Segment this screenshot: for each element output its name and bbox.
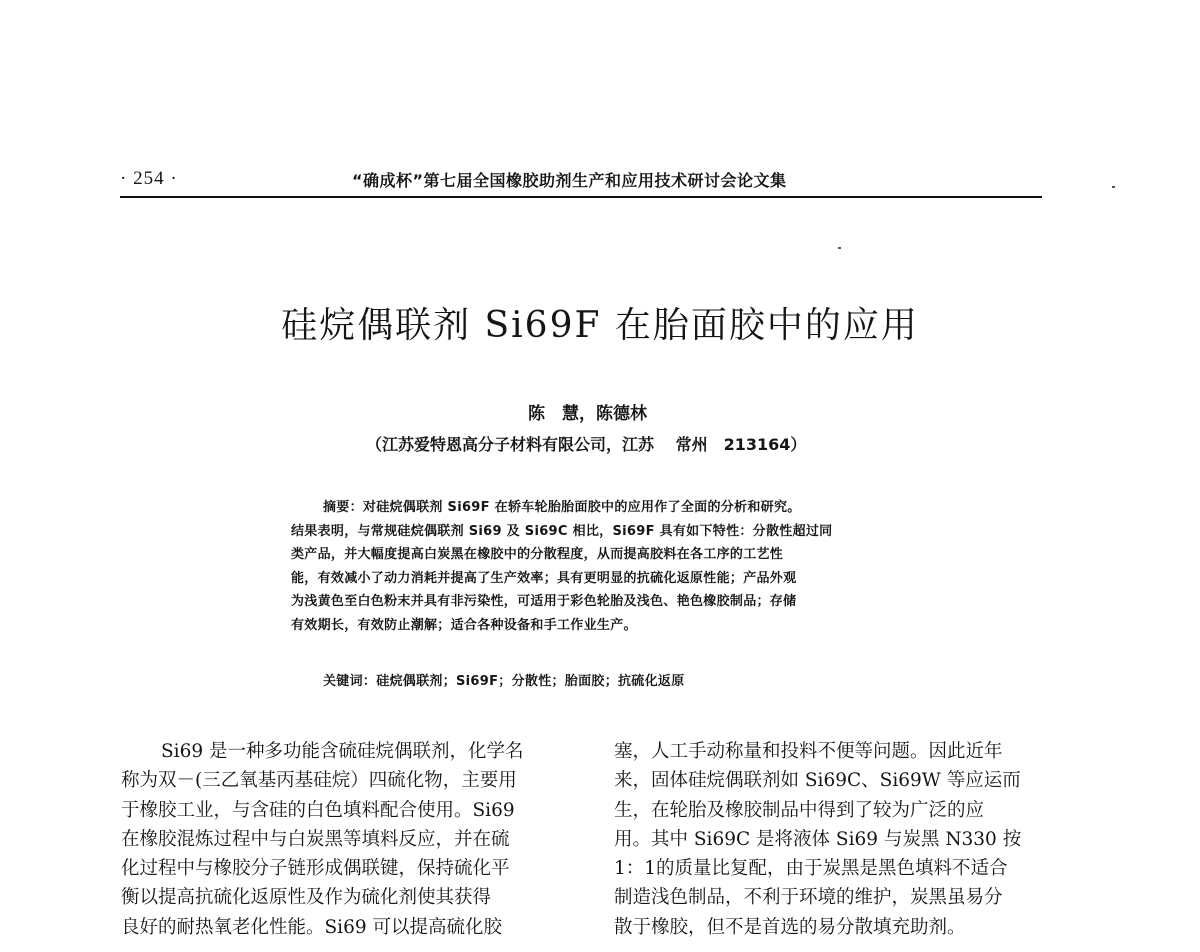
body-line: 化过程中与橡胶分子链形成偶联键，保持硫化平 xyxy=(121,858,510,880)
body-line: 来，固体硅烷偶联剂如 Si69C、Si69W 等应运而 xyxy=(614,770,1021,792)
scan-speck xyxy=(1112,186,1115,188)
body-line: 称为双－(三乙氧基丙基硅烷）四硫化物，主要用 xyxy=(121,770,517,792)
body-line: 1：1的质量比复配，由于炭黑是黑色填料不适合 xyxy=(614,858,1008,880)
abstract-line: 结果表明，与常规硅烷偶联剂 Si69 及 Si69C 相比，Si69F 具有如下特性：分散性超过同 xyxy=(291,523,833,539)
article-title: 硅烷偶联剂 Si69F 在胎面胶中的应用 xyxy=(281,305,919,346)
body-line: 在橡胶混炼过程中与白炭黑等填料反应，并在硫 xyxy=(121,828,510,850)
body-line: 于橡胶工业，与含硅的白色填料配合使用。Si69 xyxy=(121,799,515,821)
body-line: 良好的耐热氧老化性能。Si69 可以提高硫化胶 xyxy=(121,916,503,938)
running-header xyxy=(120,168,1042,196)
body-line: 衡以提高抗硫化返原性及作为硫化剂使其获得 xyxy=(121,887,492,909)
body-line: 塞，人工手动称量和投料不便等问题。因此近年 xyxy=(614,741,1003,762)
body-line: 散于橡胶，但不是首选的易分散填充助剂。 xyxy=(614,916,966,938)
body-line: 用。其中 Si69C 是将液体 Si69 与炭黑 N330 按 xyxy=(614,828,1022,850)
header-rule xyxy=(120,196,1042,198)
body-line: Si69 是一种多功能含硫硅烷偶联剂，化学名 xyxy=(161,741,524,762)
abstract-line: 类产品，并大幅度提高白炭黑在橡胶中的分散程度，从而提高胶料在各工序的工艺性 xyxy=(291,547,784,562)
affiliation: （江苏爱特恩高分子材料有限公司，江苏 常州 213164） xyxy=(366,435,807,454)
keywords: 关键词：硅烷偶联剂；Si69F；分散性；胎面胶；抗硫化返原 xyxy=(323,674,685,689)
abstract-line: 能，有效减小了动力消耗并提高了生产效率；具有更明显的抗硫化返原性能；产品外观 xyxy=(291,570,797,586)
abstract-line: 为浅黄色至白色粉末并具有非污染性，可适用于彩色轮胎及浅色、艳色橡胶制品；存储 xyxy=(291,594,797,609)
body-left-column xyxy=(121,737,581,942)
page-number: · 254 · xyxy=(120,168,178,189)
body-right-column xyxy=(614,737,1074,942)
abstract-line: 摘要：对硅烷偶联剂 Si69F 在轿车轮胎胎面胶中的应用作了全面的分析和研究。 xyxy=(323,500,801,515)
abstract xyxy=(291,496,903,637)
authors: 陈 慧，陈德林 xyxy=(528,404,647,424)
scan-speck xyxy=(838,247,841,249)
body-line: 制造浅色制品，不利于环境的维护，炭黑虽易分 xyxy=(614,887,1003,909)
abstract-line: 有效期长，有效防止潮解；适合各种设备和手工作业生产。 xyxy=(291,617,637,633)
proceedings-title: “确成杯”第七届全国橡胶助剂生产和应用技术研讨会论文集 xyxy=(352,171,787,190)
body-line: 生，在轮胎及橡胶制品中得到了较为广泛的应 xyxy=(614,799,985,821)
